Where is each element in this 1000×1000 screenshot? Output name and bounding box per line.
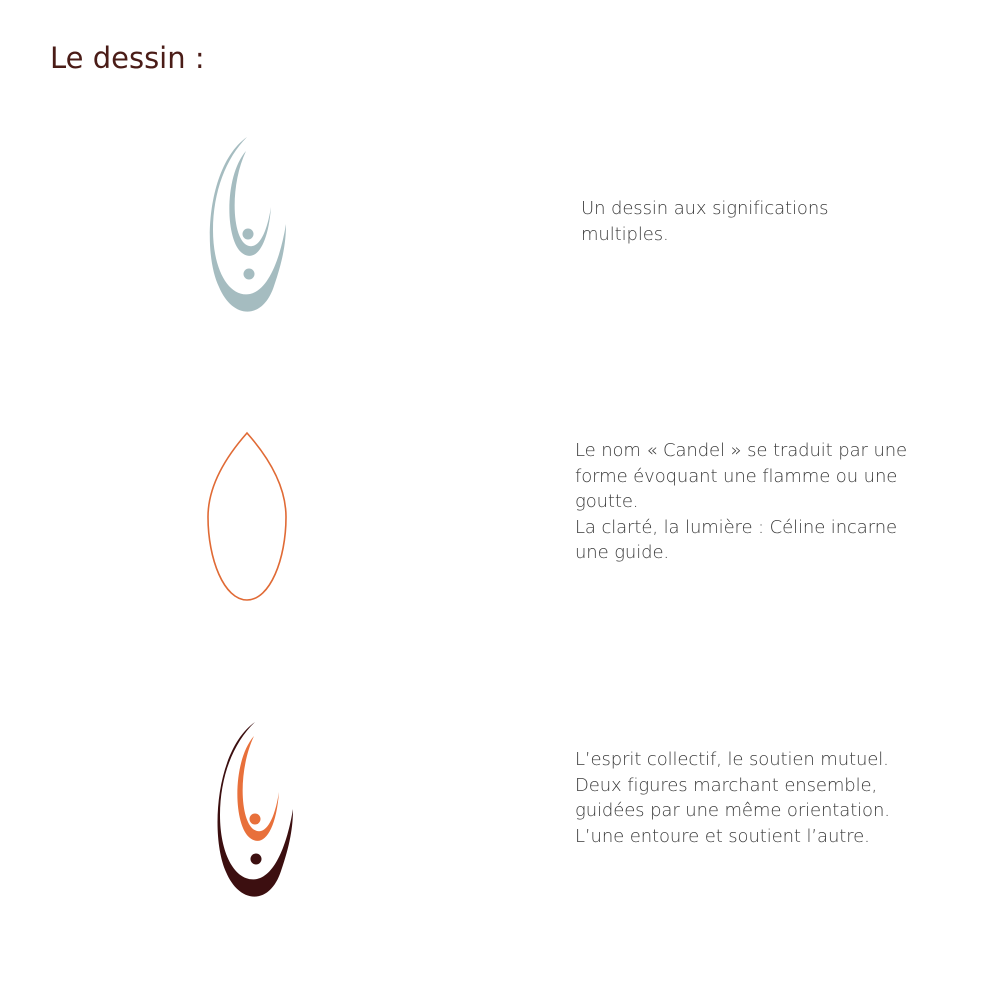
flame-drop-outline-icon <box>200 425 300 610</box>
section-3-caption <box>575 747 890 849</box>
caption-line: Deux figures marchant ensemble, <box>575 774 878 796</box>
caption-line: forme évoquant une flamme ou une <box>575 465 898 487</box>
caption-line: L’esprit collectif, le soutien mutuel. <box>575 749 889 770</box>
caption-line: une guide. <box>575 542 670 563</box>
caption-line: multiples. <box>581 223 669 245</box>
caption-line: L’une entoure et soutient l’autre. <box>575 825 870 847</box>
two-figures-logo-icon <box>200 715 300 905</box>
caption-line: Un dessin aux significations <box>581 198 829 219</box>
logo-mark-grey-icon <box>200 130 300 320</box>
page-title: Le dessin : <box>50 41 205 75</box>
section-2-caption <box>575 438 907 566</box>
caption-line: La clarté, la lumière : Céline incarne <box>575 516 897 538</box>
section-1-caption <box>581 196 828 247</box>
caption-line: guidées par une même orientation. <box>575 800 890 821</box>
caption-line: goutte. <box>575 491 639 512</box>
caption-line: Le nom « Candel » se traduit par une <box>575 440 908 461</box>
